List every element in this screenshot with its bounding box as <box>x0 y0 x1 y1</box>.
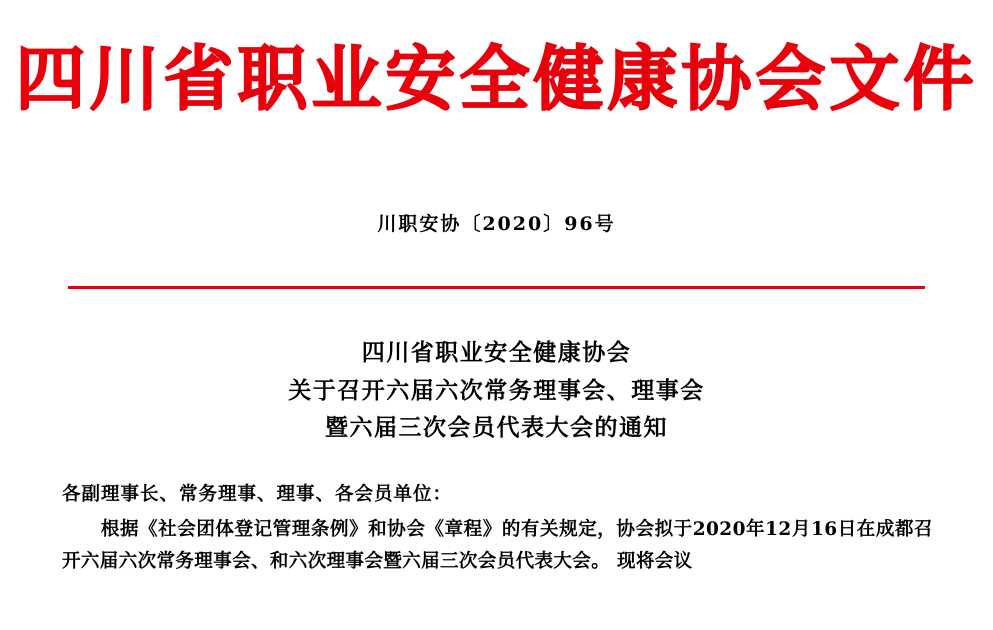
document-number-row <box>0 209 993 236</box>
document-number: 川职安协〔2020〕96号 <box>377 212 616 235</box>
body-paragraph-1: 根据《社会团体登记管理条例》和协会《章程》的有关规定，协会拟于2020年12月16日在成都召开六届六次常务理事会、和六次理事会暨六届三次会员代表大会。 现将会议 <box>62 518 933 573</box>
red-separator-rule-wrap <box>0 286 993 289</box>
masthead <box>0 0 993 121</box>
salutation: 各副理事长、常务理事、理事、各会员单位： <box>62 484 453 506</box>
document-title-line-3: 暨六届三次会员代表大会的通知 <box>325 414 668 442</box>
red-separator-rule <box>68 286 925 289</box>
document-title-line-1: 四川省职业安全健康协会 <box>361 338 632 366</box>
masthead-title: 四川省职业安全健康协会文件 <box>15 37 978 120</box>
document-title-line-2: 关于召开六届六次常务理事会、理事会 <box>288 376 705 404</box>
document-title <box>0 334 993 448</box>
document-body <box>0 479 993 578</box>
